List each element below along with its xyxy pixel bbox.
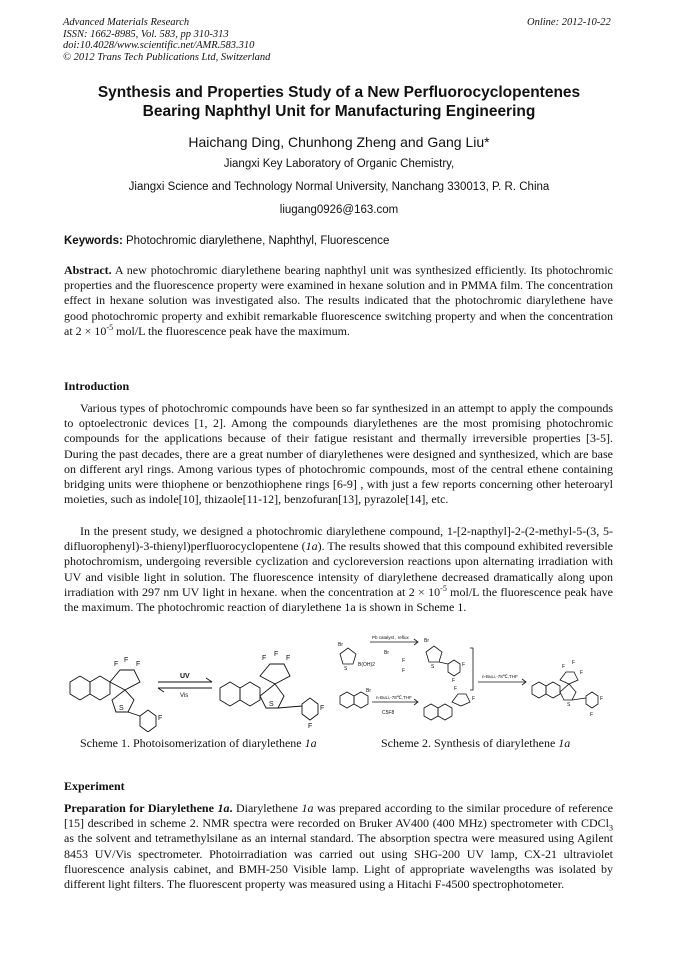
title-line-2: Bearing Naphthyl Unit for Manufacturing Engineering	[142, 103, 536, 120]
scheme2-f2: F	[402, 668, 406, 674]
scheme-1-figure	[62, 640, 352, 732]
intro-p2-compound: 1a	[305, 539, 318, 554]
step-1-condition: Pb catalyst , reflux	[372, 635, 409, 640]
abstract-text: A new photochromic diarylethene bearing naphthyl unit was synthesized efficiently. Its photochromic properties and the fluorescence property were examined in hexane solution and in PMMA film. The concentration effect in hexane solution was investigated also. The results indicated that the photochromic diarylethene have good photochromic property and exhibit remarkable fluorescence switching property and when the concentration at 2 × 10	[64, 263, 613, 338]
scheme2-br2: Br	[384, 650, 389, 656]
doi-line: doi:10.4028/www.scientific.net/AMR.583.310	[63, 40, 255, 51]
introduction-heading: Introduction	[64, 379, 130, 393]
experiment-text: Diarylethene	[232, 801, 302, 815]
title-line-1: Synthesis and Properties Study of a New Perfluorocyclopentenes	[97, 84, 581, 101]
experiment-text-end: as the solvent and tetramethylsilane as an internal standard. The absorption spectra were measured using Agilent 8453 UV/Vis spectrometer. Photoirradiation was carried out using SHG-200 UV lamp, CX-21 ultraviolet fluorescence analysis cabinet, and BMH-250 Visible lamp. Light of appropriate wavelengths was isolated by different light filters. The fluorescent property was measured using a Hitachi F-4500 spectrophotometer.	[64, 831, 613, 892]
experiment-subscript: 3	[609, 823, 613, 833]
scheme1-s2: S	[269, 701, 274, 708]
online-date: Online: 2012-10-22	[527, 17, 611, 28]
keywords-label: Keywords:	[64, 235, 123, 247]
experiment-paragraph	[64, 801, 613, 892]
boronic-acid-label: B(OH)2	[358, 662, 375, 668]
scheme2-f1: F	[402, 658, 406, 664]
scheme-2-caption-text: Scheme 2. Synthesis of diarylethene	[381, 736, 559, 750]
scheme1-f8: F	[286, 655, 291, 662]
scheme1-f2: F	[124, 657, 129, 664]
experiment-subheading	[64, 801, 232, 815]
scheme2-f8: F	[572, 660, 576, 666]
scheme-2-caption	[381, 736, 570, 751]
introduction-paragraph-2	[64, 524, 613, 615]
scheme2-f4: F	[452, 678, 456, 684]
experiment-subheading-text: Preparation for Diarylethene	[64, 801, 218, 815]
abstract-text-end: mol/L the fluorescence peak have the maximum.	[113, 323, 350, 338]
step-2-condition: n-BuLi,-78℃,THF	[376, 695, 412, 700]
journal-name: Advanced Materials Research	[63, 17, 190, 28]
scheme2-f10: F	[600, 696, 604, 702]
experiment-compound: 1a	[301, 801, 314, 815]
scheme2-s3: S	[567, 702, 571, 708]
scheme2-f5: F	[454, 686, 458, 692]
abstract-label: Abstract.	[64, 263, 112, 277]
scheme-1-caption-compound: 1a	[304, 736, 317, 750]
issn-line: ISSN: 1662-8985, Vol. 583, pp 310-313	[63, 28, 229, 40]
experiment-subheading-end: .	[229, 801, 233, 815]
keywords	[64, 235, 389, 247]
scheme-1-caption-text: Scheme 1. Photoisomerization of diarylethene	[80, 736, 305, 750]
author-list: Haichang Ding, Chunhong Zheng and Gang Liu*	[188, 134, 490, 150]
journal-header	[63, 17, 270, 63]
scheme1-f1: F	[114, 661, 119, 668]
intro-p2-text-mid: ). The results showed that this compound exhibited reversible photochromism, undergoing reversible cyclization and cycloreversion reactions upon alternating irradiation with UV and visible light in solution. The fluorescence intensity of diarylethene decreased dramatically along upon irradiation with 297 nm UV light in hexane. when the concentration at 2 × 10	[64, 539, 614, 599]
scheme1-f6: F	[262, 655, 267, 662]
affiliation-line-1: Jiangxi Key Laboratory of Organic Chemistry,	[223, 158, 455, 170]
scheme-2-figure	[336, 632, 618, 732]
scheme2-br3: Br	[424, 638, 429, 644]
experiment-subheading-compound: 1a	[217, 801, 230, 815]
scheme1-f7: F	[274, 651, 279, 658]
scheme-1-caption	[80, 736, 317, 751]
scheme2-f3: F	[462, 662, 466, 668]
scheme1-f3: F	[136, 661, 141, 668]
scheme2-br4: Br	[366, 688, 371, 694]
scheme1-f4: F	[158, 715, 163, 722]
step-3-condition: n-BuLi,-78℃,THF	[482, 674, 518, 679]
scheme2-f11: F	[590, 712, 594, 718]
affiliation-line-2: Jiangxi Science and Technology Normal University, Nanchang 330013, P. R. China	[128, 181, 550, 193]
uv-label: UV	[180, 673, 190, 680]
scheme1-f10: F	[308, 723, 313, 730]
experiment-heading: Experiment	[64, 779, 125, 793]
abstract	[64, 263, 613, 339]
scheme2-br1: Br	[338, 642, 343, 648]
scheme1-f9: F	[320, 705, 325, 712]
scheme-2-caption-compound: 1a	[558, 736, 571, 750]
scheme2-s1: S	[344, 666, 348, 672]
scheme2-f9: F	[580, 670, 584, 676]
author-email[interactable]: liugang0926@163.com	[279, 204, 399, 216]
c5f8-label: C5F8	[382, 710, 395, 716]
paper-title	[60, 83, 618, 121]
intro-p2-text-end: mol/L the fluorescence peak have the maximum. The photochromic reaction of diarylethene 1a is shown in Scheme 1.	[64, 584, 613, 615]
scheme2-f6: F	[472, 696, 476, 702]
scheme1-s1: S	[119, 705, 124, 712]
keywords-text: Photochromic diarylethene, Naphthyl, Fluorescence	[122, 235, 390, 247]
experiment-text-mid: was prepared according to the similar procedure of reference [15] described in scheme 2. NMR spectra were recorded on Bruker AV400 (400 MHz) spectrometer with CDCl	[64, 801, 614, 831]
copyright-line: © 2012 Trans Tech Publications Ltd, Switzerland	[63, 51, 271, 63]
vis-label: Vis	[180, 693, 189, 699]
abstract-exponent: -5	[106, 322, 114, 332]
intro-p2-text: In the present study, we designed a photochromic diarylethene compound, 1-[2-napthyl]-2-(2-methyl-5-(3, 5-difluorophenyl)-3-thienyl)perfluorocyclopentene (	[64, 524, 613, 554]
intro-p2-exponent: -5	[440, 583, 447, 593]
scheme2-s2: S	[431, 664, 435, 670]
introduction-paragraph-1: Various types of photochromic compounds have been so far synthesized in an attempt to apply the compounds to optoelectronic devices [1, 2]. Among the compounds diarylethenes are the most promising photochromic compounds for the applications because of their fatigue resistant and thermally irreversible properties [3-5]. During the past decades, there are a great number of diarylethenes were designed and synthesized, which are base on different aryl rings. Among various types of photochromic compounds, most of the central ethene containing bridging units were thiophene or benzothiophene rings [6-9] , with just a few reports concerning other heteroaryl moieties, such as indole[10], thizaole[11-12], benzofuran[13], pyrazole[14], etc.	[64, 401, 613, 507]
scheme2-f7: F	[562, 664, 566, 670]
